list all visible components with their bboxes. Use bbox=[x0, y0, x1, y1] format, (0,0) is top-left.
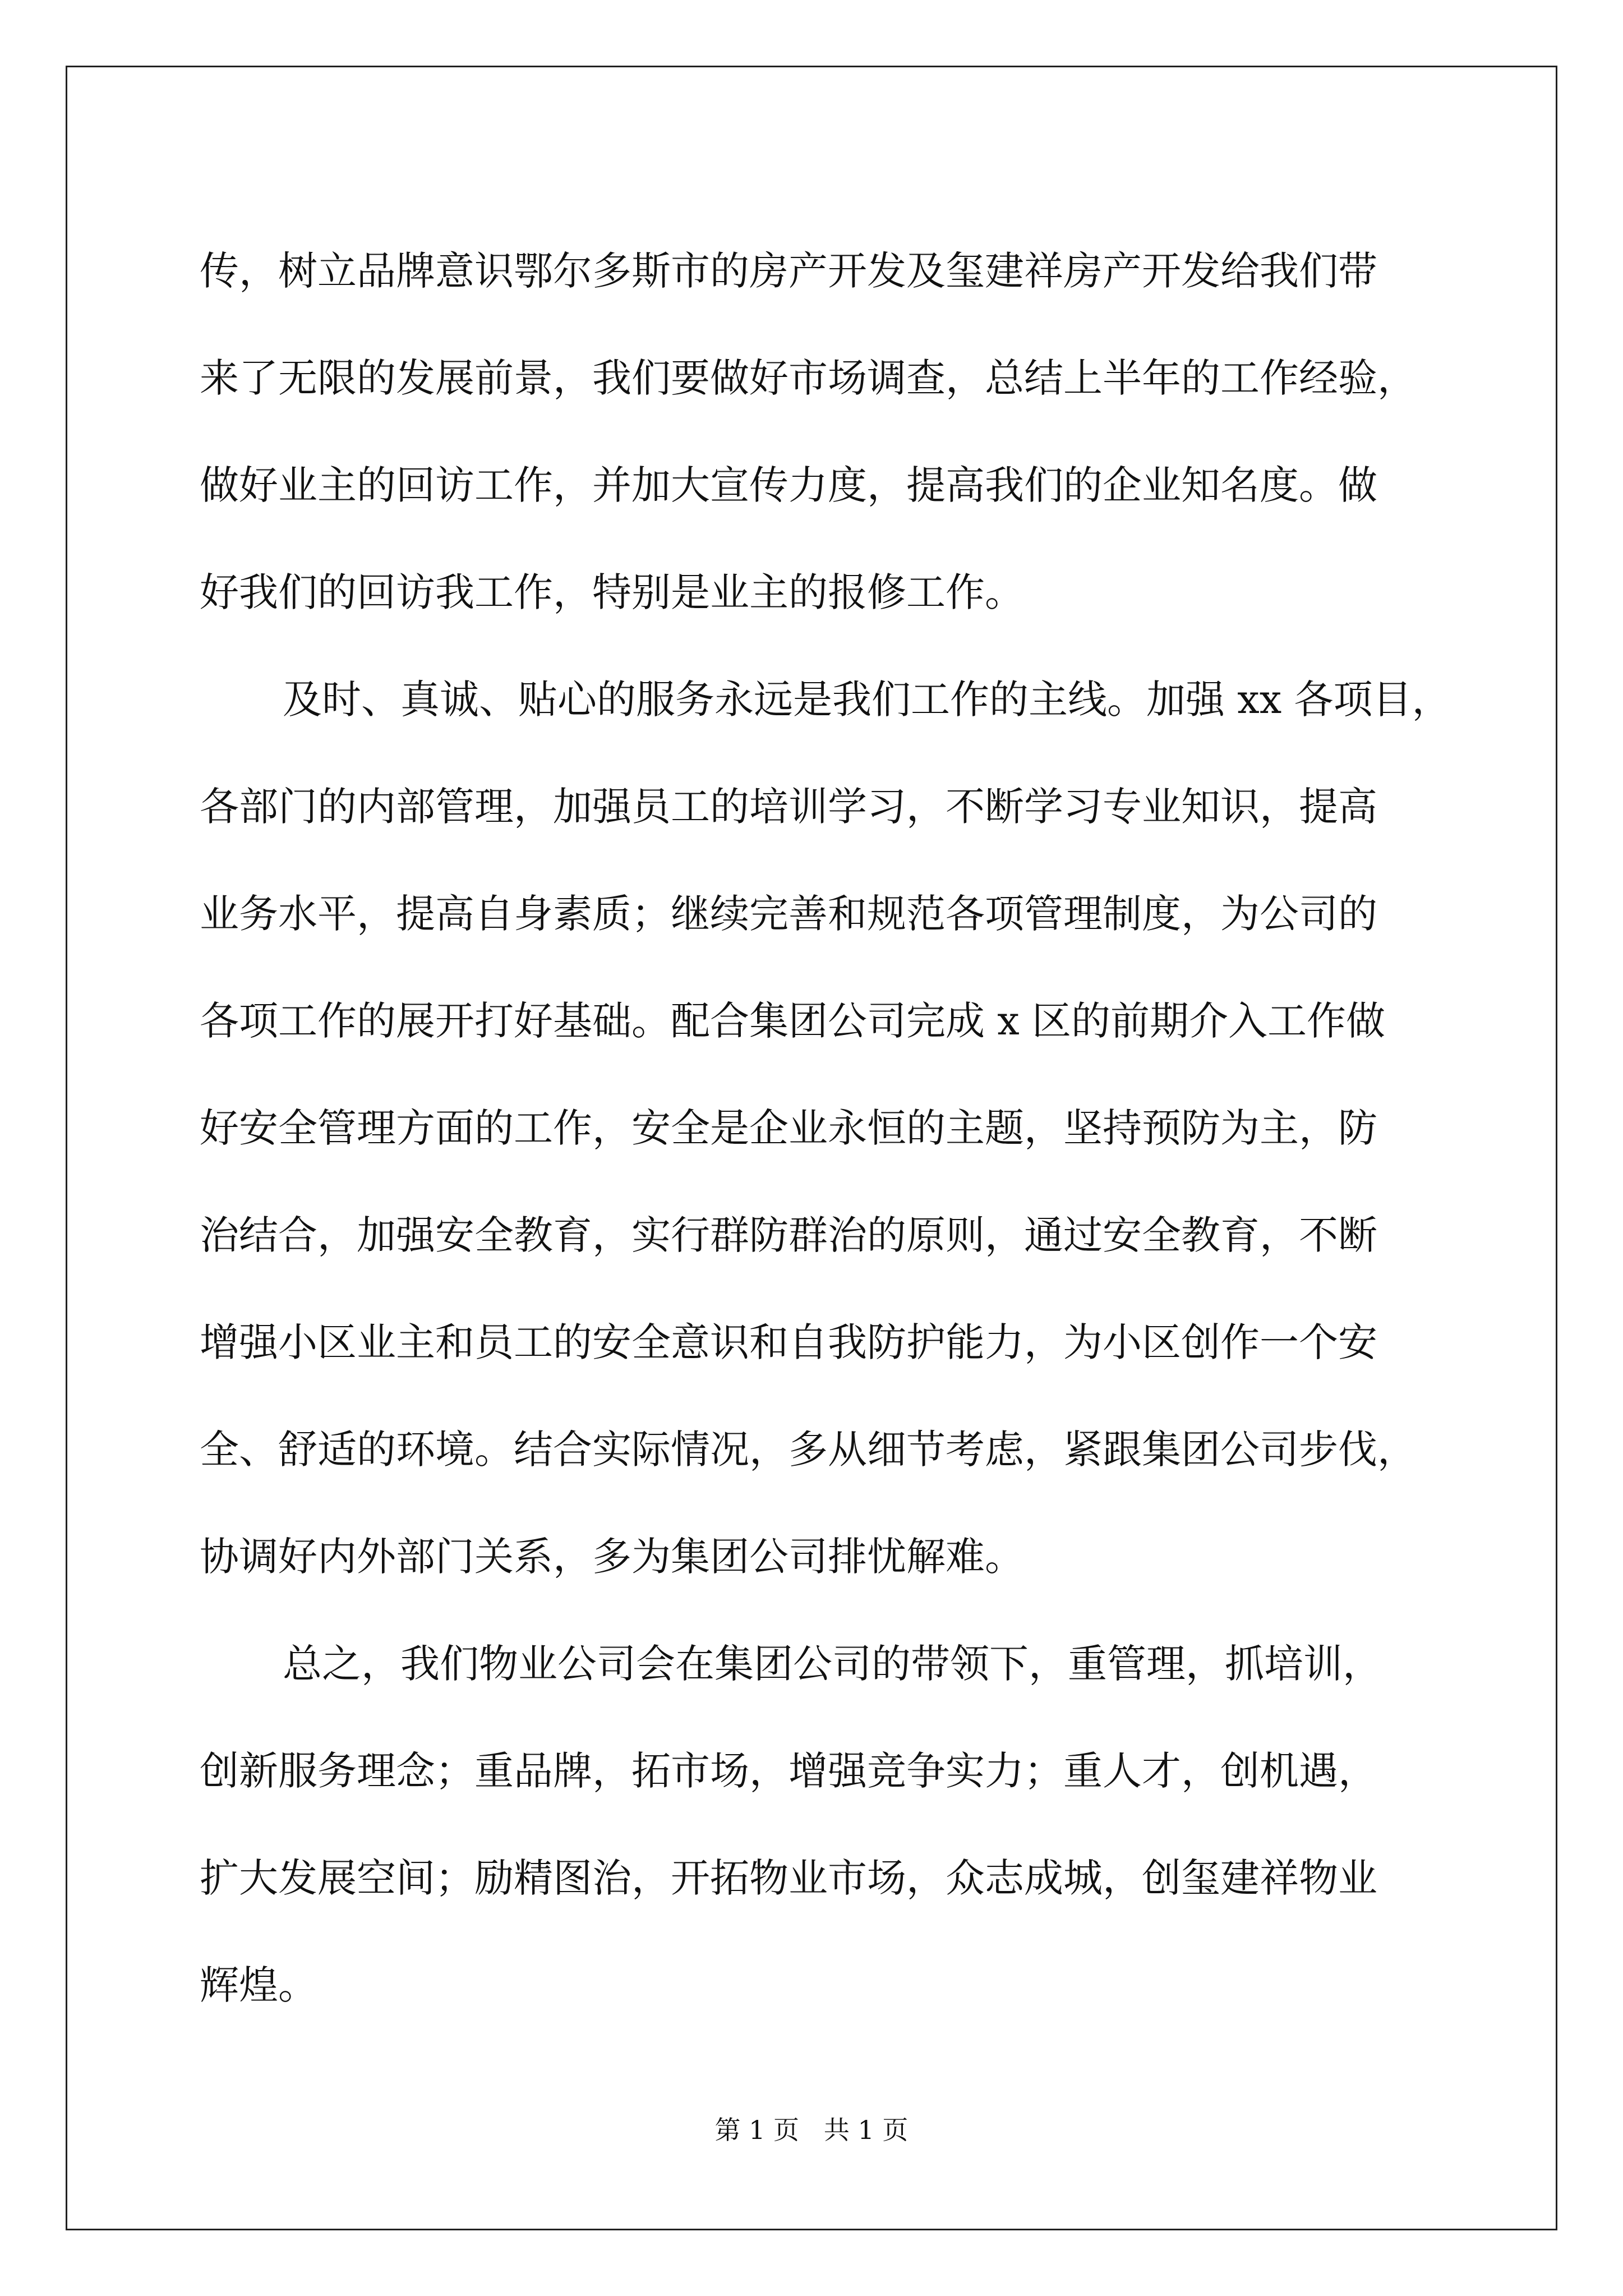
paragraph-1 bbox=[200, 218, 1461, 646]
text-line: 做好业主的回访工作，并加大宣传力度，提高我们的企业知名度。做 bbox=[200, 462, 1377, 508]
text-line: 各部门的内部管理，加强员工的培训学习，不断学习专业知识，提高 bbox=[200, 784, 1377, 830]
text-line: 总之，我们物业公司会在集团公司的带领下，重管理，抓培训， bbox=[283, 1641, 1382, 1687]
paragraph-2 bbox=[200, 646, 1461, 1611]
paragraph-3 bbox=[200, 1611, 1461, 2039]
text-line: 扩大发展空间；励精图治，开拓物业市场，众志成城，创玺建祥物业 bbox=[200, 1855, 1377, 1901]
text-line: 好我们的回访我工作，特别是业主的报修工作。 bbox=[200, 569, 1024, 615]
text-line: 好安全管理方面的工作，安全是企业永恒的主题，坚持预防为主，防 bbox=[200, 1105, 1377, 1151]
text-line: 增强小区业主和员工的安全意识和自我防护能力，为小区创作一个安 bbox=[200, 1319, 1377, 1365]
text-line: 及时、真诚、贴心的服务永远是我们工作的主线。加强 xx 各项目， bbox=[283, 677, 1451, 723]
text-line: 创新服务理念；重品牌，拓市场，增强竞争实力；重人才，创机遇， bbox=[200, 1748, 1377, 1794]
page-footer: 第 1 页 共 1 页 bbox=[714, 2115, 909, 2145]
text-line: 各项工作的展开打好基础。配合集团公司完成 x 区的前期介入工作做 bbox=[200, 998, 1385, 1044]
text-line: 辉煌。 bbox=[200, 1962, 317, 2008]
text-line: 来了无限的发展前景，我们要做好市场调查，总结上半年的工作经验， bbox=[200, 355, 1417, 401]
text-line: 全、舒适的环境。结合实际情况，多从细节考虑，紧跟集团公司步伐， bbox=[200, 1427, 1417, 1473]
text-line: 传，树立品牌意识鄂尔多斯市的房产开发及玺建祥房产开发给我们带 bbox=[200, 248, 1377, 294]
text-line: 治结合，加强安全教育，实行群防群治的原则，通过安全教育，不断 bbox=[200, 1212, 1377, 1258]
text-line: 协调好内外部门关系，多为集团公司排忧解难。 bbox=[200, 1534, 1024, 1580]
document-body bbox=[200, 218, 1461, 2039]
text-line: 业务水平，提高自身素质；继续完善和规范各项管理制度，为公司的 bbox=[200, 891, 1377, 937]
